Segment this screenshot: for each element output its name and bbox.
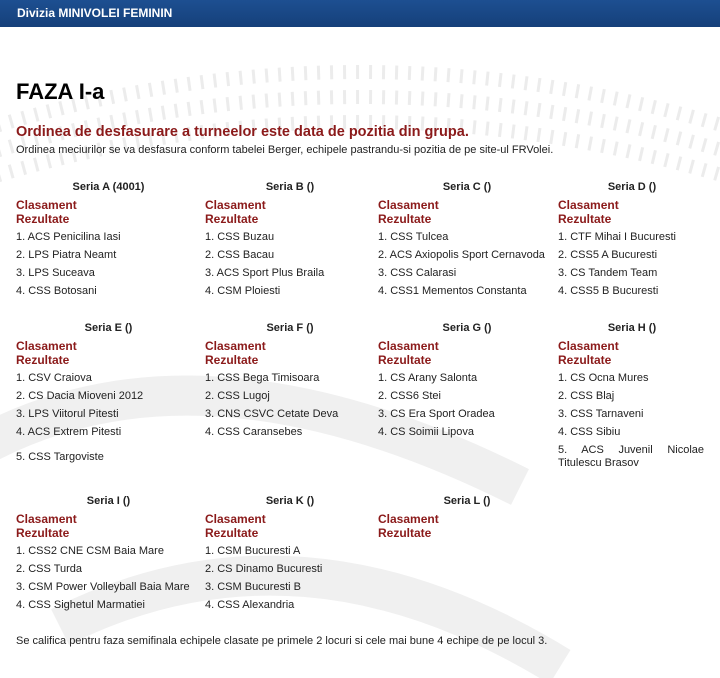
clasament-link[interactable]: Clasament bbox=[378, 198, 439, 212]
series-title: Seria C () bbox=[442, 181, 492, 193]
series-l bbox=[378, 495, 556, 555]
team-item: 5. CSS Targoviste bbox=[16, 451, 104, 463]
series-title: Seria I () bbox=[86, 495, 131, 507]
team-item: 5. ACS Juvenil Nicolae Titulescu Brasov bbox=[558, 444, 704, 469]
header-title: Divizia MINIVOLEI FEMININ bbox=[17, 6, 173, 20]
series-title: Seria B () bbox=[265, 181, 315, 193]
team-item: 1. CSM Bucuresti A bbox=[205, 545, 301, 557]
team-item: 1. CSS Buzau bbox=[205, 231, 275, 243]
team-item: 3. CSM Bucuresti B bbox=[205, 581, 301, 593]
team-item: 1. ACS Penicilina Iasi bbox=[16, 231, 121, 243]
rezultate-link[interactable]: Rezultate bbox=[16, 526, 70, 540]
rezultate-link[interactable]: Rezultate bbox=[558, 212, 612, 226]
team-item: 4. CSS Sighetul Marmatiei bbox=[16, 599, 145, 611]
team-item: 4. CS Soimii Lipova bbox=[378, 426, 474, 438]
clasament-link[interactable]: Clasament bbox=[558, 198, 619, 212]
rezultate-link[interactable]: Rezultate bbox=[378, 212, 432, 226]
series-b bbox=[205, 181, 375, 311]
clasament-link[interactable]: Clasament bbox=[16, 339, 77, 353]
team-item: 1. CSS2 CNE CSM Baia Mare bbox=[16, 545, 164, 557]
intro-title: Ordinea de desfasurare a turneelor este data de pozitia din grupa. bbox=[16, 124, 469, 140]
team-item: 2. ACS Axiopolis Sport Cernavoda bbox=[378, 249, 545, 261]
team-item: 1. CSS Bega Timisoara bbox=[205, 372, 320, 384]
series-title: Seria L () bbox=[443, 495, 491, 507]
team-item: 1. CSS Tulcea bbox=[378, 231, 449, 243]
series-title: Seria D () bbox=[607, 181, 657, 193]
page-title: FAZA I-a bbox=[16, 79, 105, 104]
series-h bbox=[558, 322, 706, 482]
intro-subtitle: Ordinea meciurilor se va desfasura conform tabelei Berger, echipele pastrandu-si pozitia de pe site-ul FRVolei. bbox=[16, 144, 554, 156]
team-item: 4. CSS5 B Bucuresti bbox=[558, 285, 659, 297]
clasament-link[interactable]: Clasament bbox=[16, 198, 77, 212]
team-item: 4. CSS Botosani bbox=[16, 285, 97, 297]
team-item: 3. CSM Power Volleyball Baia Mare bbox=[16, 581, 190, 593]
series-title: Seria E () bbox=[84, 322, 133, 334]
series-title: Seria A (4001) bbox=[72, 181, 145, 193]
team-item: 4. CSS Sibiu bbox=[558, 426, 621, 438]
header-bar bbox=[0, 0, 720, 27]
rezultate-link[interactable]: Rezultate bbox=[378, 353, 432, 367]
team-item: 1. CTF Mihai I Bucuresti bbox=[558, 231, 676, 243]
rezultate-link[interactable]: Rezultate bbox=[16, 212, 70, 226]
series-title: Seria K () bbox=[265, 495, 315, 507]
series-e bbox=[16, 322, 201, 472]
team-item: 3. CSS Calarasi bbox=[378, 267, 457, 279]
series-title: Seria H () bbox=[607, 322, 657, 334]
clasament-link[interactable]: Clasament bbox=[205, 198, 266, 212]
team-item: 3. LPS Suceava bbox=[16, 267, 95, 279]
team-item: 1. CS Ocna Mures bbox=[558, 372, 649, 384]
series-title: Seria G () bbox=[442, 322, 492, 334]
team-item: 2. CS Dacia Mioveni 2012 bbox=[16, 390, 144, 402]
series-title: Seria F () bbox=[266, 322, 314, 334]
team-item: 2. CSS Turda bbox=[16, 563, 83, 575]
team-item: 2. CSS Blaj bbox=[558, 390, 615, 402]
team-item: 3. CNS CSVC Cetate Deva bbox=[205, 408, 339, 420]
rezultate-link[interactable]: Rezultate bbox=[205, 526, 259, 540]
series-d bbox=[558, 181, 706, 311]
clasament-link[interactable]: Clasament bbox=[205, 339, 266, 353]
team-item: 3. CS Era Sport Oradea bbox=[378, 408, 495, 420]
team-item: 1. CS Arany Salonta bbox=[378, 372, 478, 384]
team-item: 4. CSS Alexandria bbox=[205, 599, 295, 611]
team-item: 3. CSS Tarnaveni bbox=[558, 408, 644, 420]
team-item: 2. CSS6 Stei bbox=[378, 390, 441, 402]
series-f bbox=[205, 322, 375, 452]
qualification-note: Se califica pentru faza semifinala echipele clasate pe primele 2 locuri si cele mai bune 4 echipe de pe locul 3. bbox=[16, 635, 548, 647]
series-c bbox=[378, 181, 556, 311]
team-item: 2. CSS Lugoj bbox=[205, 390, 270, 402]
team-item: 4. CSS Caransebes bbox=[205, 426, 303, 438]
team-item: 2. CSS5 A Bucuresti bbox=[558, 249, 658, 261]
rezultate-link[interactable]: Rezultate bbox=[378, 526, 432, 540]
series-k bbox=[205, 495, 375, 625]
team-item: 2. CS Dinamo Bucuresti bbox=[205, 563, 323, 575]
team-item: 2. CSS Bacau bbox=[205, 249, 275, 261]
team-item: 1. CSV Craiova bbox=[16, 372, 92, 384]
series-g bbox=[378, 322, 556, 452]
clasament-link[interactable]: Clasament bbox=[16, 512, 77, 526]
team-item: 4. CSM Ploiesti bbox=[205, 285, 281, 297]
rezultate-link[interactable]: Rezultate bbox=[16, 353, 70, 367]
series-i bbox=[16, 495, 201, 625]
rezultate-link[interactable]: Rezultate bbox=[205, 212, 259, 226]
team-item: 4. CSS1 Mementos Constanta bbox=[378, 285, 527, 297]
team-item: 3. ACS Sport Plus Braila bbox=[205, 267, 325, 279]
clasament-link[interactable]: Clasament bbox=[558, 339, 619, 353]
clasament-link[interactable]: Clasament bbox=[378, 512, 439, 526]
clasament-link[interactable]: Clasament bbox=[378, 339, 439, 353]
series-a bbox=[16, 181, 201, 311]
team-item: 3. CS Tandem Team bbox=[558, 267, 658, 279]
clasament-link[interactable]: Clasament bbox=[205, 512, 266, 526]
rezultate-link[interactable]: Rezultate bbox=[558, 353, 612, 367]
rezultate-link[interactable]: Rezultate bbox=[205, 353, 259, 367]
team-item: 3. LPS Viitorul Pitesti bbox=[16, 408, 119, 420]
team-item: 2. LPS Piatra Neamt bbox=[16, 249, 117, 261]
team-item: 4. ACS Extrem Pitesti bbox=[16, 426, 122, 438]
